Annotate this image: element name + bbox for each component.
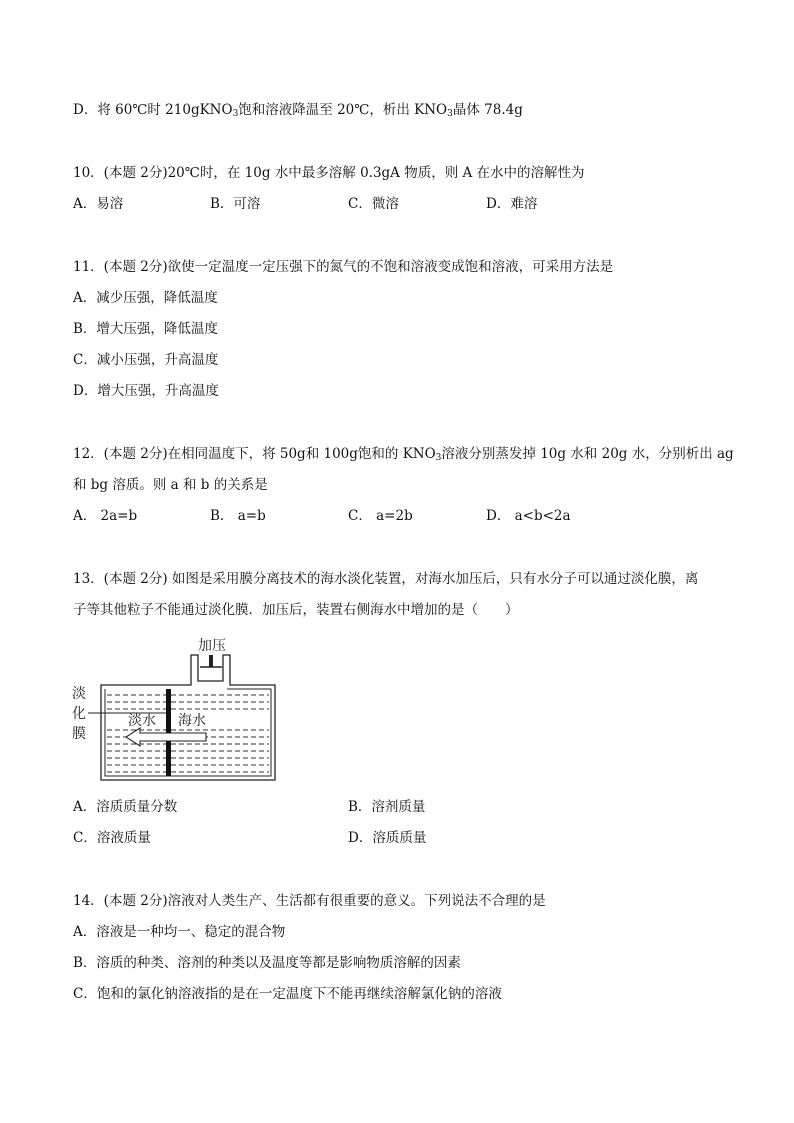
desalination-diagram [70,633,280,783]
q10-option-a[interactable]: A．易溶 [73,196,124,212]
q12-stem-line2: 和 bg 溶质。则 a 和 b 的关系是 [73,477,268,493]
q11-option-b[interactable]: B．增大压强，降低温度 [73,321,218,337]
q13-option-c[interactable]: C．溶液质量 [73,830,151,846]
q14-option-a[interactable]: A．溶液是一种均一、稳定的混合物 [73,924,286,940]
q11-option-a[interactable]: A．减少压强，降低温度 [73,290,218,306]
q12-stem-line1: 12．(本题 2分)在相同温度下，将 50g和 100g饱和的 $KNO_3$溶液分别蒸发掉 10g 水和 20g 水，分别析出 ag [73,446,734,463]
q11-stem: 11．(本题 2分)欲使一定温度一定压强下的氮气的不饱和溶液变成饱和溶液，可采用方法是 [73,259,614,275]
q9-option-d: D．将 60℃时 210gKNO$_3$饱和溶液降温至 20℃，析出 $KNO_3$晶体 78.4g [73,102,523,119]
q13-option-b[interactable]: B．溶剂质量 [348,799,426,815]
q13-option-d[interactable]: D．溶质质量 [348,830,427,846]
q11-option-d[interactable]: D．增大压强，升高温度 [73,383,219,399]
q14-option-b[interactable]: B．溶质的种类、溶剂的种类以及温度等都是影响物质溶解的因素 [73,955,461,971]
membrane-label-char-2: 化 [72,706,86,722]
piston-rod [209,655,213,667]
pressure-label: 加压 [198,638,226,654]
q14-stem: 14．(本题 2分)溶液对人类生产、生活都有很重要的意义。下列说法不合理的是 [73,893,546,909]
q13-stem-line1: 13．(本题 2分) 如图是采用膜分离技术的海水淡化装置，对海水加压后，只有水分子可以通过淡化膜，离 [73,571,699,587]
q12-option-c[interactable]: C． a=2b [348,508,413,524]
q10-option-c[interactable]: C．微溶 [348,196,399,212]
q12-option-b[interactable]: B． a=b [210,508,266,524]
q14-option-c[interactable]: C．饱和的氯化钠溶液指的是在一定温度下不能再继续溶解氯化钠的溶液 [73,986,502,1002]
q13-stem-line2: 子等其他粒子不能通过淡化膜．加压后，装置右侧海水中增加的是（ ） [73,602,519,618]
q11-option-c[interactable]: C．减小压强，升高温度 [73,352,219,368]
q12-option-a[interactable]: A． 2a=b [73,508,138,524]
q12-option-d[interactable]: D． a<b<2a [486,508,571,524]
q10-stem: 10．(本题 2分)20℃时，在 10g 水中最多溶解 0.3gA 物质，则 A 在水中的溶解性为 [73,165,585,181]
q10-option-d[interactable]: D．难溶 [486,196,538,212]
q13-option-a[interactable]: A．溶质质量分数 [73,799,178,815]
membrane-label-char-3: 膜 [72,726,86,742]
fresh-water-label: 淡水 [128,713,156,729]
membrane-label-char-1: 淡 [72,686,86,702]
q10-option-b[interactable]: B．可溶 [210,196,261,212]
sea-water-label: 海水 [178,713,206,729]
